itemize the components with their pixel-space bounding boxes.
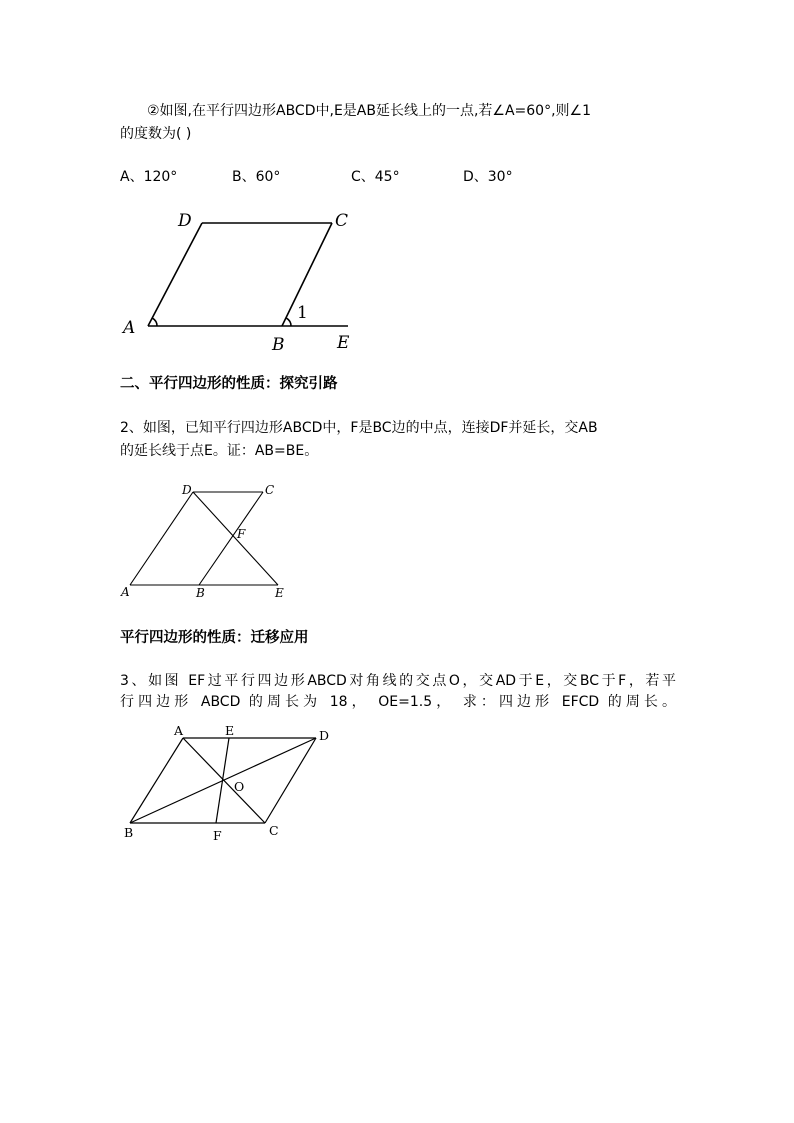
q2-text-line2: 的延长线于点E。证：AB=BE。 [120, 443, 319, 459]
q2-label-d: D [182, 483, 192, 497]
q1-label-b: B [272, 335, 285, 355]
q1-option-a: A、120° [120, 169, 178, 185]
q3-label-f: F [213, 828, 222, 843]
q1-label-a: A [123, 318, 136, 338]
q2-label-a: A [121, 585, 130, 599]
q3-text-line1: 3、如图 EF过平行四边形ABCD对角线的交点O，交AD于E，交BC于F，若平 [120, 673, 676, 689]
q1-text-line1: ②如图,在平行四边形ABCD中,E是AB延长线上的一点,若∠A=60°,则∠1 [147, 103, 591, 119]
q1-label-angle-1: 1 [297, 303, 308, 323]
q3-label-d: D [319, 728, 330, 743]
q1-label-c: C [335, 211, 349, 231]
section2-heading: 二、平行四边形的性质：探究引路 [120, 376, 338, 392]
q3-text-line2: 行四边形 ABCD 的周长为 18， OE=1.5， 求：四边形 EFCD 的周长。 [120, 694, 676, 710]
q1-text-line2: 的度数为( ) [120, 126, 192, 142]
q1-label-e: E [337, 333, 350, 353]
q1-option-b: B、60° [232, 169, 281, 185]
q1-option-c: C、45° [351, 169, 400, 185]
q2-label-b: B [196, 586, 205, 600]
section3-heading: 平行四边形的性质：迁移应用 [120, 630, 309, 646]
q2-label-c: C [265, 483, 275, 497]
q3-label-b: B [124, 825, 134, 840]
q3-label-o: O [234, 779, 245, 794]
q2-label-e: E [275, 586, 284, 600]
q3-label-e: E [225, 723, 235, 738]
q1-option-d: D、30° [463, 169, 513, 185]
q2-text-line1: 2、如图，已知平行四边形ABCD中，F是BC边的中点，连接DF并延长，交AB [120, 420, 598, 436]
q1-label-d: D [178, 211, 192, 231]
q2-label-f: F [237, 527, 246, 541]
q3-label-a: A [174, 723, 184, 738]
q3-label-c: C [269, 823, 279, 838]
